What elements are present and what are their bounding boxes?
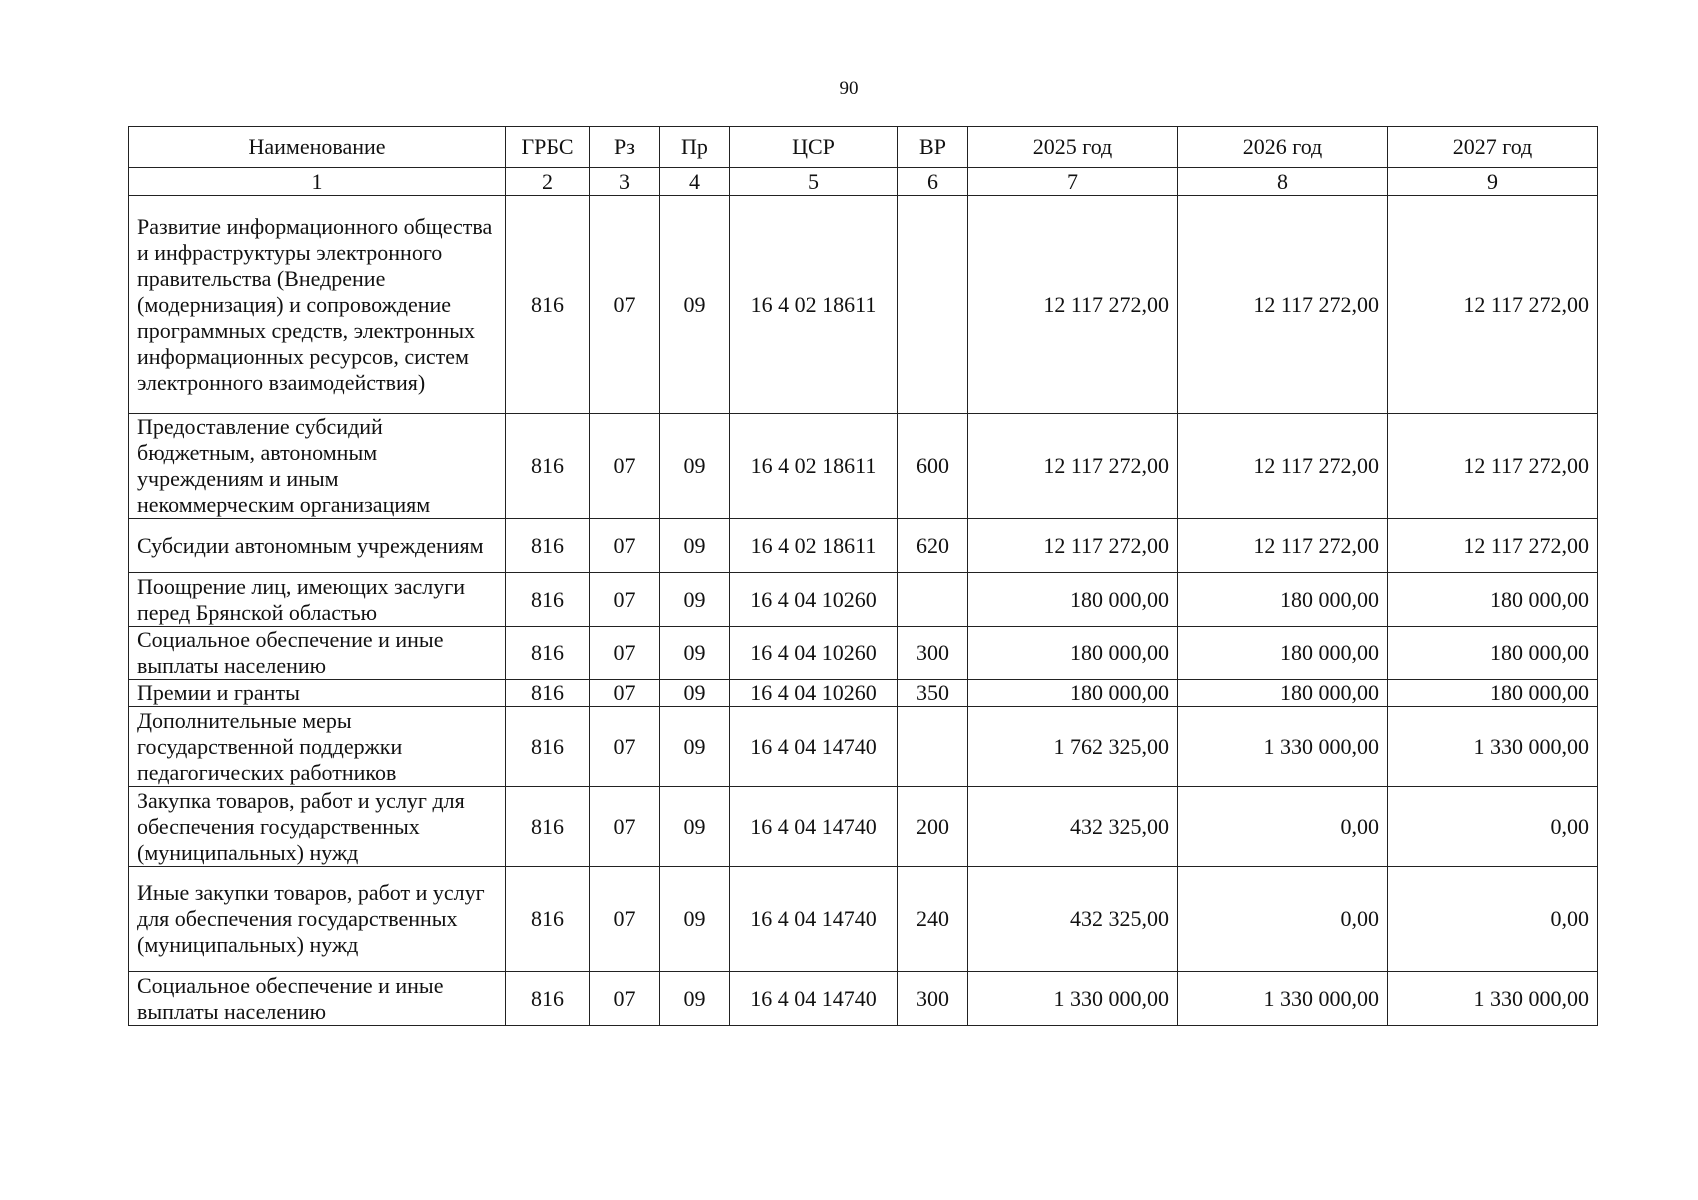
header-grbs: ГРБС <box>506 127 590 168</box>
row-2025: 432 325,00 <box>968 787 1178 867</box>
table-row <box>129 707 1598 787</box>
row-2027: 0,00 <box>1388 787 1598 867</box>
row-grbs: 816 <box>506 680 590 707</box>
table-row <box>129 680 1598 707</box>
row-2025: 1 330 000,00 <box>968 972 1178 1026</box>
row-2027: 1 330 000,00 <box>1388 707 1598 787</box>
row-vr: 200 <box>898 787 968 867</box>
column-number: 8 <box>1178 168 1388 196</box>
row-2027: 1 330 000,00 <box>1388 972 1598 1026</box>
column-number: 6 <box>898 168 968 196</box>
header-2026: 2026 год <box>1178 127 1388 168</box>
row-pr: 09 <box>660 707 730 787</box>
budget-table <box>128 126 1598 1026</box>
row-pr: 09 <box>660 972 730 1026</box>
row-grbs: 816 <box>506 414 590 519</box>
column-number: 2 <box>506 168 590 196</box>
row-rz: 07 <box>590 787 660 867</box>
row-2025: 12 117 272,00 <box>968 519 1178 573</box>
row-pr: 09 <box>660 414 730 519</box>
row-2025: 12 117 272,00 <box>968 196 1178 414</box>
row-vr <box>898 573 968 627</box>
row-vr: 300 <box>898 972 968 1026</box>
header-row <box>129 127 1598 168</box>
row-grbs: 816 <box>506 573 590 627</box>
row-pr: 09 <box>660 196 730 414</box>
column-number-row <box>129 168 1598 196</box>
column-number: 5 <box>730 168 898 196</box>
row-rz: 07 <box>590 972 660 1026</box>
row-2027: 180 000,00 <box>1388 680 1598 707</box>
table-row <box>129 414 1598 519</box>
row-name: Иные закупки товаров, работ и услуг для обеспечения государственных (муниципальных) нужд <box>129 867 506 972</box>
row-2026: 0,00 <box>1178 787 1388 867</box>
row-pr: 09 <box>660 787 730 867</box>
row-rz: 07 <box>590 680 660 707</box>
row-grbs: 816 <box>506 787 590 867</box>
row-pr: 09 <box>660 867 730 972</box>
row-grbs: 816 <box>506 196 590 414</box>
row-name: Субсидии автономным учреждениям <box>129 519 506 573</box>
column-number: 7 <box>968 168 1178 196</box>
row-2025: 12 117 272,00 <box>968 414 1178 519</box>
row-rz: 07 <box>590 414 660 519</box>
row-csr: 16 4 04 14740 <box>730 972 898 1026</box>
row-2026: 180 000,00 <box>1178 627 1388 680</box>
row-2026: 1 330 000,00 <box>1178 707 1388 787</box>
row-2027: 12 117 272,00 <box>1388 519 1598 573</box>
row-2026: 180 000,00 <box>1178 680 1388 707</box>
column-number: 3 <box>590 168 660 196</box>
row-csr: 16 4 04 10260 <box>730 627 898 680</box>
table-row <box>129 972 1598 1026</box>
column-number: 1 <box>129 168 506 196</box>
table-row <box>129 573 1598 627</box>
row-name: Поощрение лиц, имеющих заслуги перед Брянской областью <box>129 573 506 627</box>
row-pr: 09 <box>660 519 730 573</box>
row-2027: 180 000,00 <box>1388 573 1598 627</box>
row-pr: 09 <box>660 573 730 627</box>
row-name: Социальное обеспечение и иные выплаты населению <box>129 627 506 680</box>
row-rz: 07 <box>590 196 660 414</box>
row-csr: 16 4 02 18611 <box>730 196 898 414</box>
table-row <box>129 867 1598 972</box>
row-csr: 16 4 02 18611 <box>730 414 898 519</box>
row-2026: 12 117 272,00 <box>1178 519 1388 573</box>
row-csr: 16 4 04 10260 <box>730 573 898 627</box>
row-2025: 1 762 325,00 <box>968 707 1178 787</box>
row-name: Социальное обеспечение и иные выплаты населению <box>129 972 506 1026</box>
row-name: Дополнительные меры государственной поддержки педагогических работников <box>129 707 506 787</box>
header-vr: ВР <box>898 127 968 168</box>
row-csr: 16 4 04 14740 <box>730 787 898 867</box>
header-2027: 2027 год <box>1388 127 1598 168</box>
row-2026: 0,00 <box>1178 867 1388 972</box>
row-2027: 12 117 272,00 <box>1388 414 1598 519</box>
header-2025: 2025 год <box>968 127 1178 168</box>
row-rz: 07 <box>590 519 660 573</box>
page-number: 90 <box>839 78 859 99</box>
row-2026: 12 117 272,00 <box>1178 414 1388 519</box>
row-2027: 12 117 272,00 <box>1388 196 1598 414</box>
row-rz: 07 <box>590 867 660 972</box>
row-pr: 09 <box>660 680 730 707</box>
row-pr: 09 <box>660 627 730 680</box>
table-row <box>129 627 1598 680</box>
row-2025: 180 000,00 <box>968 573 1178 627</box>
column-number: 9 <box>1388 168 1598 196</box>
row-name: Развитие информационного общества и инфраструктуры электронного правительства (Внедрение (модернизация) и сопровождение программных средств, электронных информационных ресурсов, систем электронного взаимодействия) <box>129 196 506 414</box>
header-pr: Пр <box>660 127 730 168</box>
header-name: Наименование <box>129 127 506 168</box>
row-vr: 240 <box>898 867 968 972</box>
row-csr: 16 4 02 18611 <box>730 519 898 573</box>
row-grbs: 816 <box>506 519 590 573</box>
table-row <box>129 196 1598 414</box>
row-vr: 600 <box>898 414 968 519</box>
row-vr <box>898 707 968 787</box>
row-csr: 16 4 04 10260 <box>730 680 898 707</box>
row-rz: 07 <box>590 573 660 627</box>
row-2025: 180 000,00 <box>968 680 1178 707</box>
row-2026: 12 117 272,00 <box>1178 196 1388 414</box>
row-grbs: 816 <box>506 627 590 680</box>
row-vr <box>898 196 968 414</box>
row-2027: 0,00 <box>1388 867 1598 972</box>
row-name: Премии и гранты <box>129 680 506 707</box>
row-name: Закупка товаров, работ и услуг для обеспечения государственных (муниципальных) нужд <box>129 787 506 867</box>
row-grbs: 816 <box>506 707 590 787</box>
row-2025: 432 325,00 <box>968 867 1178 972</box>
row-grbs: 816 <box>506 867 590 972</box>
header-csr: ЦСР <box>730 127 898 168</box>
row-rz: 07 <box>590 627 660 680</box>
row-2026: 1 330 000,00 <box>1178 972 1388 1026</box>
column-number: 4 <box>660 168 730 196</box>
row-csr: 16 4 04 14740 <box>730 707 898 787</box>
row-2025: 180 000,00 <box>968 627 1178 680</box>
row-2027: 180 000,00 <box>1388 627 1598 680</box>
table-row <box>129 519 1598 573</box>
row-vr: 300 <box>898 627 968 680</box>
header-rz: Рз <box>590 127 660 168</box>
row-name: Предоставление субсидий бюджетным, автономным учреждениям и иным некоммерческим организациям <box>129 414 506 519</box>
table-row <box>129 787 1598 867</box>
row-vr: 350 <box>898 680 968 707</box>
row-vr: 620 <box>898 519 968 573</box>
row-rz: 07 <box>590 707 660 787</box>
row-csr: 16 4 04 14740 <box>730 867 898 972</box>
row-2026: 180 000,00 <box>1178 573 1388 627</box>
row-grbs: 816 <box>506 972 590 1026</box>
